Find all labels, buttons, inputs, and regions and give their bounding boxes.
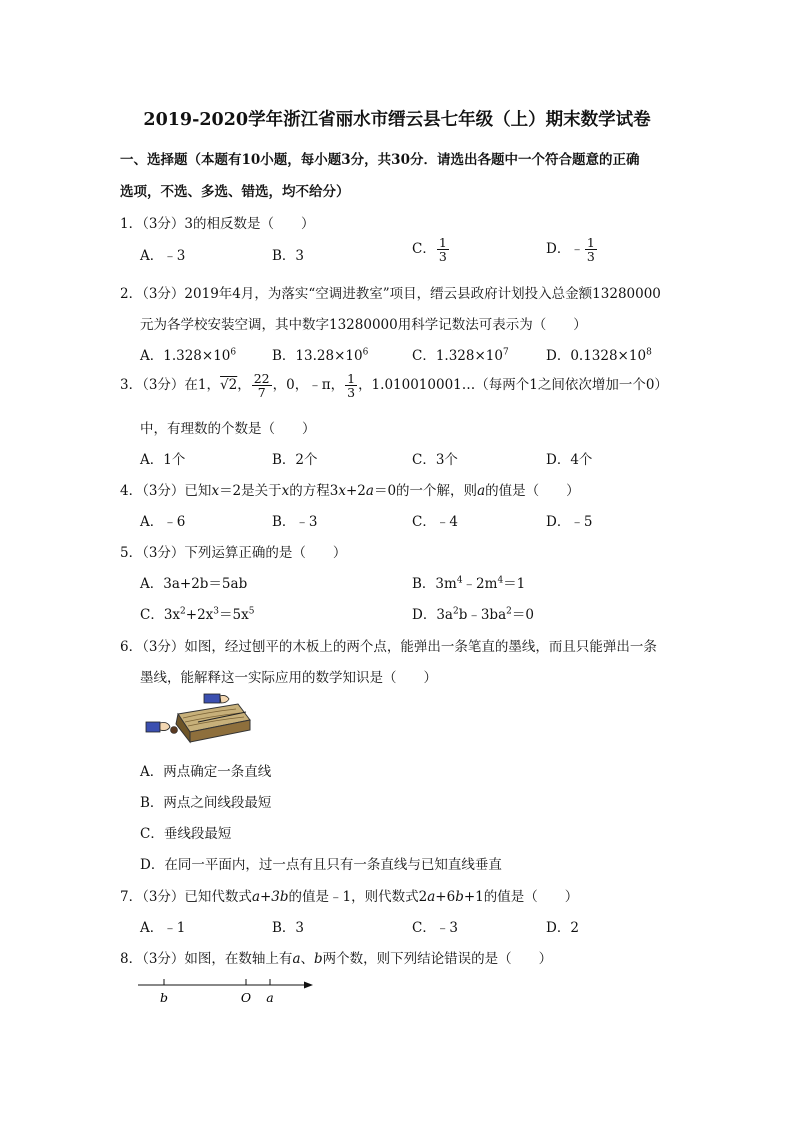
q1-option-c: C． $\frac{1}{3}$ [412,235,447,265]
number-line-figure [136,975,321,1009]
q2-option-b: B．$13.28\times 10^6$ [272,347,369,364]
question-3-stem-line1: 3．（3分）在1，√2， $\frac{22}{7}$ ，0，﹣π， $\frac{1}{3}$ ，1.010010001…（每两个1之间依次增加一个0） [120,371,668,401]
q4-option-d: D．﹣5 [546,514,593,530]
q1-option-b: B．3 [272,248,305,264]
fraction: $\frac{1}{3}$ [438,235,447,265]
question-1-stem: 1．（3分）3的相反数是（ ） [120,216,315,232]
question-6-stem-line1: 6．（3分）如图，经过刨平的木板上的两个点，能弹出一条笔直的墨线，而且只能弹出一条 [120,639,657,655]
q7-option-d: D．2 [546,920,579,936]
q5-option-b: B．$3m^4﹣2m^4=1$ [412,575,526,592]
question-2-stem-line2: 元为各学校安装空调，其中数字13280000用科学记数法可表示为（ ） [140,317,587,333]
label-a: a [266,990,274,1005]
q3-option-d: D．4个 [546,452,593,468]
q2-option-a: A．$1.328\times 10^6$ [140,347,237,364]
question-5-stem: 5．（3分）下列运算正确的是（ ） [120,545,347,561]
q7-option-b: B．3 [272,920,305,936]
q6-option-c: C．垂线段最短 [140,826,232,842]
q4-option-a: A．﹣6 [140,514,186,530]
q3-option-b: B．2个 [272,452,318,468]
question-6-stem-line2: 墨线，能解释这一实际应用的数学知识是（ ） [140,670,437,686]
q2-option-c: C．$1.328\times 10^7$ [412,347,509,364]
q4-option-b: B．﹣3 [272,514,318,530]
question-7-stem: 7．（3分）已知代数式a+3b的值是﹣1，则代数式2a+6b+1的值是（ ） [120,889,579,905]
q5-option-c: C．$3x^2+2x^3=5x^5$ [140,606,255,623]
section-heading-line2: 选项，不选、多选、错选，均不给分） [120,184,350,200]
q6-option-d: D．在同一平面内，过一点有且只有一条直线与已知直线垂直 [140,857,502,873]
page-title: 2019-2020学年浙江省丽水市缙云县七年级（上）期末数学试卷 [143,110,651,130]
q1-option-a: A．﹣3 [140,248,186,264]
q7-option-c: C．﹣3 [412,920,458,936]
woodboard-illustration [138,690,288,752]
q1-option-d: D．﹣ $\frac{1}{3}$ [546,235,595,265]
arrow-right-icon [304,982,313,989]
question-3-stem-line2: 中，有理数的个数是（ ） [140,421,316,437]
fraction-22-7: $\frac{22}{7}$ [253,371,270,401]
fraction: $\frac{1}{3}$ [586,235,595,265]
q3-option-a: A．1个 [140,452,186,468]
q5-option-d: D．$3a^2b﹣3ba^2=0$ [412,606,534,623]
label-origin: O [240,990,252,1005]
section-heading-line1: 一、选择题（本题有10小题，每小题3分，共30分．请选出各题中一个符合题意的正确 [120,152,640,168]
q6-option-b: B．两点之间线段最短 [140,795,272,811]
question-2-stem-line1: 2．（3分）2019年4月，为落实“空调进教室”项目，缙云县政府计划投入总金额13280000 [120,286,661,302]
q3-option-c: C．3个 [412,452,458,468]
label-b: b [159,990,169,1005]
sqrt-2: √2 [220,377,238,394]
q7-option-a: A．﹣1 [140,920,186,936]
q4-option-c: C．﹣4 [412,514,458,530]
question-8-stem: 8．（3分）如图，在数轴上有a、b两个数，则下列结论错误的是（ ） [120,951,553,967]
q2-option-d: D．$0.1328\times 10^8$ [546,347,652,364]
question-4-stem: 4．（3分）已知x＝2是关于x的方程3x+2a＝0的一个解，则a的值是（ ） [120,483,580,499]
q5-option-a: A．3a+2b＝5ab [140,576,248,592]
q6-option-a: A．两点确定一条直线 [140,764,272,780]
fraction-1-3: $\frac{1}{3}$ [347,371,356,401]
